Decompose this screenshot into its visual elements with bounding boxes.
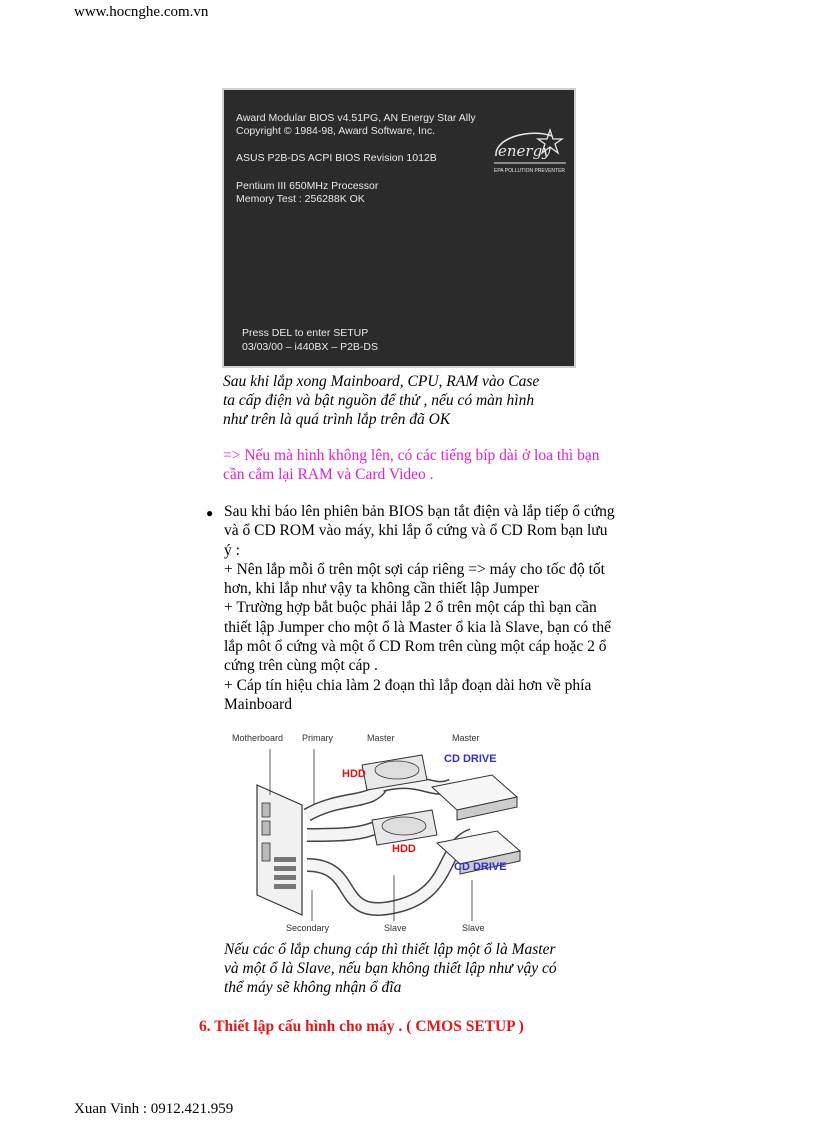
bios-line: Award Modular BIOS v4.51PG, AN Energy Star Ally [236,112,476,124]
header-site: www.hocnghe.com.vn [74,4,209,20]
label-hdd-master: HDD [342,768,366,780]
energy-logo-text: energy [498,142,551,160]
section-heading: 6. Thiết lập cấu hình cho máy . ( CMOS SETUP ) [199,1018,524,1035]
bios-line: Pentium III 650MHz Processor [236,180,379,192]
label-master: Master [367,733,395,743]
bios-screenshot [222,88,576,368]
paragraph-line: ý : [224,541,240,559]
label-cd-slave: CD DRIVE [454,861,507,873]
caption-cable [224,940,584,997]
label-primary: Primary [302,733,333,743]
bios-line: Memory Test : 256288K OK [236,193,365,205]
caption-bios [223,372,583,429]
label-slave: Slave [462,923,485,933]
caption-line: Sau khi lắp xong Mainboard, CPU, RAM vào Case [223,373,540,390]
warning-line: cần cắm lại RAM và Card Video . [223,466,434,483]
paragraph-line: và ổ CD ROM vào máy, khi lắp ổ cứng và ổ CD Rom bạn lưu [224,522,608,540]
paragraph-line: + Cáp tín hiệu chia làm 2 đoạn thì lắp đoạn dài hơn về phía [224,676,592,694]
caption-line: như trên là quá trình lắp trên đã OK [223,411,451,428]
paragraph-line: Sau khi báo lên phiên bản BIOS bạn tắt điện và lắp tiếp ổ cứng [224,503,615,520]
bios-line: Copyright © 1984-98, Award Software, Inc. [236,125,435,137]
caption-line: thể máy sẽ không nhận ổ đĩa [224,979,402,996]
label-secondary: Secondary [286,923,330,933]
warning-line: => Nếu mà hình không lên, có các tiếng bíp dài ở loa thì bạn [223,447,600,464]
bullet-icon: ● [206,506,214,520]
caption-line: ta cấp điện và bật nguồn để thử , nếu có màn hình [223,392,535,409]
instructions-paragraph [224,502,634,714]
energy-star-logo [490,126,568,178]
caption-line: và một ổ là Slave, nếu bạn không thiết lập như vậy có [224,960,557,977]
cable-diagram [222,725,522,937]
caption-line: Nếu các ổ lắp chung cáp thì thiết lập một ổ là Master [224,941,556,958]
paragraph-line: cứng trên cùng một cáp . [224,657,378,675]
paragraph-line: Mainboard [224,695,293,713]
bios-line: Press DEL to enter SETUP [242,327,369,339]
label-slave: Slave [384,923,407,933]
label-hdd-slave: HDD [392,843,416,855]
label-motherboard: Motherboard [232,733,284,743]
label-master: Master [452,733,480,743]
warning-note [223,446,643,484]
energy-logo-caption: EPA POLLUTION PREVENTER [494,168,566,174]
paragraph-line: hơn, khi lắp như vậy ta không cần thiết lập Jumper [224,580,539,598]
label-cd-master: CD DRIVE [444,753,497,765]
footer-author: Xuan Vinh : 0912.421.959 [74,1101,234,1117]
bios-line: ASUS P2B-DS ACPI BIOS Revision 1012B [236,152,437,164]
bios-line: 03/03/00 – i440BX – P2B-DS [242,341,379,353]
paragraph-line: + Trường hợp bắt buộc phải lắp 2 ổ trên một cáp thì bạn cần [224,599,597,617]
paragraph-line: lắp môt ổ cứng và một ổ CD Rom trên cùng một cáp hoặc 2 ổ [224,638,607,656]
paragraph-line: + Nên lắp mỗi ổ trên một sợi cáp riêng => máy cho tốc độ tốt [224,560,605,578]
paragraph-line: thiết lập Jumper cho một ổ là Master ổ kia là Slave, bạn có thể [224,618,611,636]
